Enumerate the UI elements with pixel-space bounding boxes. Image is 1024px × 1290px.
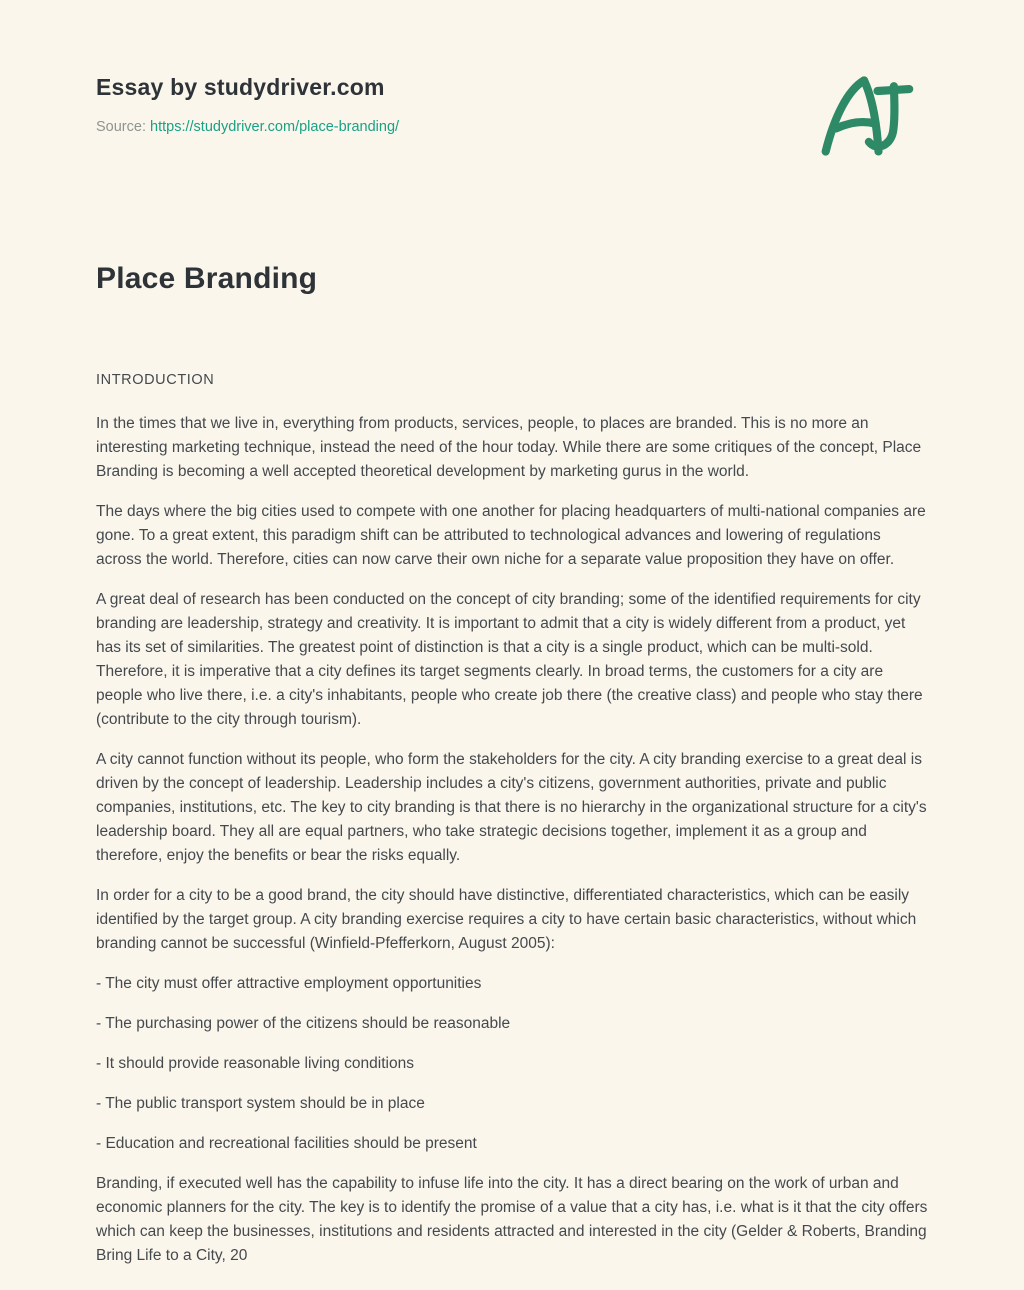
paragraph: In order for a city to be a good brand, the city should have distinctive, differentiated characteristics, which can be easily identified by the target group. A city branding exercise requires a city to have certain basic characteristics, without which branding cannot be successful (Winfield-Pfefferkorn, August 2005):: [96, 887, 917, 952]
paragraph: The days where the big cities used to compete with one another for placing headquarters of multi-national companies are gone. To a great extent, this paradigm shift can be attributed to technological advances and lowering of regulations across the world. Therefore, cities can now carve their own niche for a separate value proposition they have on offer.: [96, 503, 926, 568]
bullet-item: - It should provide reasonable living conditions: [96, 1055, 414, 1072]
bullet-list: [96, 972, 928, 1156]
site-title: Essay by studydriver.com: [96, 74, 385, 100]
source-label: Source:: [96, 119, 146, 135]
header: [96, 0, 928, 160]
essay-title: Place Branding: [96, 262, 318, 295]
closing-paragraph-container: [96, 1172, 928, 1268]
source-link[interactable]: https://studydriver.com/place-branding/: [150, 119, 400, 135]
section-heading: INTRODUCTION: [96, 372, 215, 388]
bullet-item: - The city must offer attractive employment opportunities: [96, 975, 482, 992]
studydriver-logo-icon: [818, 70, 914, 160]
paragraph: A city cannot function without its people, who form the stakeholders for the city. A city branding exercise to a great deal is driven by the concept of leadership. Leadership includes a city's citizens, government authorities, private and public companies, institutions, etc. The key to city branding is that there is no hierarchy in the organizational structure for a city's leadership board. They all are equal partners, who take strategic decisions together, implement it as a group and therefore, enjoy the benefits or bear the risks equally.: [96, 751, 927, 864]
paragraph: In the times that we live in, everything from products, services, people, to places are branded. This is no more an interesting marketing technique, instead the need of the hour today. While there are some critiques of the concept, Place Branding is becoming a well accepted theoretical development by marketing gurus in the world.: [96, 415, 922, 480]
source-line: [96, 119, 399, 135]
paragraph-list: [96, 412, 928, 956]
bullet-item: - Education and recreational facilities should be present: [96, 1135, 477, 1152]
paragraph: A great deal of research has been conducted on the concept of city branding; some of the identified requirements for city branding are leadership, strategy and creativity. It is important to admit that a city is widely different from a product, yet has its set of similarities. The greatest point of distinction is that a city is a single product, which can be multi-sold. Therefore, it is imperative that a city defines its target segments clearly. In broad terms, the customers for a city are people who live there, i.e. a city's inhabitants, people who create job there (the creative class) and people who stay there (contribute to the city through tourism).: [96, 591, 923, 728]
bullet-item: - The purchasing power of the citizens should be reasonable: [96, 1015, 511, 1032]
bullet-item: - The public transport system should be in place: [96, 1095, 425, 1112]
closing-paragraph: Branding, if executed well has the capability to infuse life into the city. It has a direct bearing on the work of urban and economic planners for the city. The key is to identify the promise of a value that a city has, i.e. what is it that the city offers which can keep the businesses, institutions and residents attracted and interested in the city (Gelder & Roberts, Branding Bring Life to a City, 20: [96, 1175, 928, 1264]
header-text-block: [96, 74, 399, 135]
essay-content: [96, 262, 928, 1268]
